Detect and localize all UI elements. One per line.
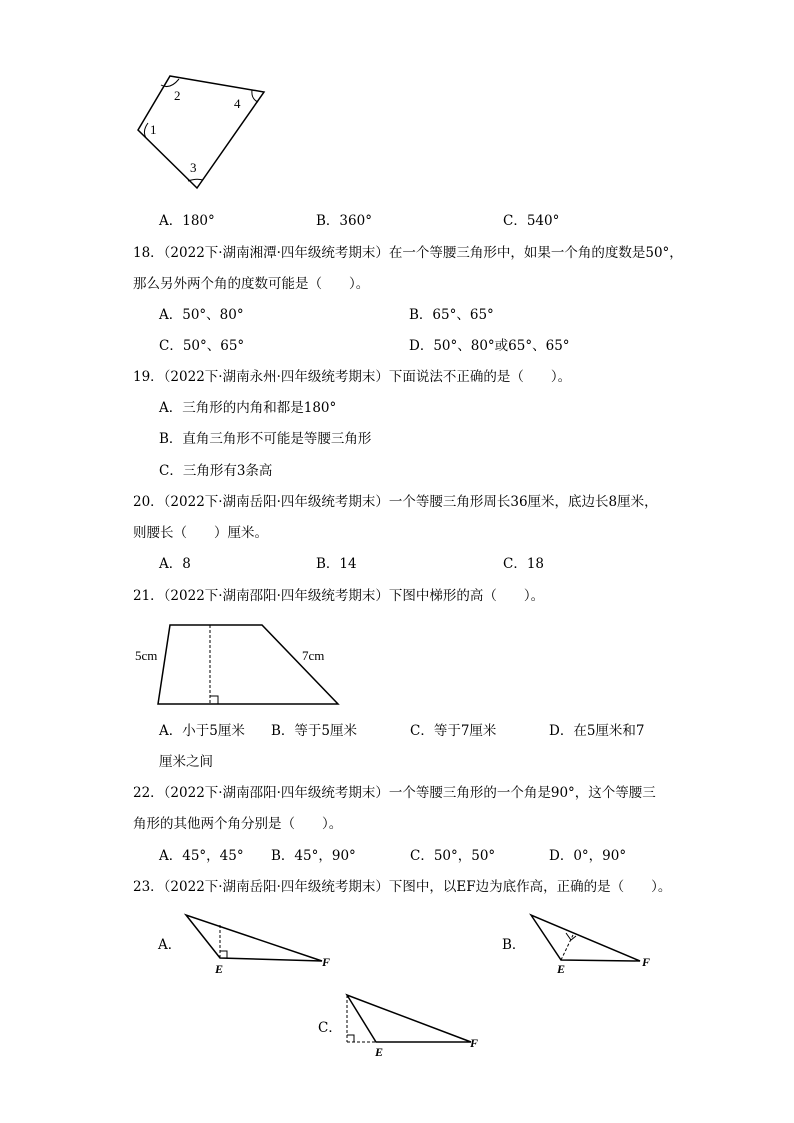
q23-triangle-c <box>340 990 490 1060</box>
angle-4-label: 4 <box>234 96 241 111</box>
q23-option-b-label: B． <box>502 937 526 953</box>
q17-option-c: C．540° <box>503 213 560 229</box>
q22-option-a: A．45°，45° <box>159 848 244 864</box>
q22-option-b: B．45°，90° <box>271 848 356 864</box>
q19-option-b: B．直角三角形不可能是等腰三角形 <box>159 431 372 447</box>
q23-a-point-f: F <box>322 955 331 969</box>
q23-b-point-e: E <box>557 962 566 976</box>
q22-option-d: D．0°，90° <box>549 848 627 864</box>
angle-2-label: 2 <box>174 88 181 103</box>
trapezoid-right-side-label: 7cm <box>302 648 325 663</box>
q23-triangle-b <box>525 910 660 980</box>
q23-triangle-a <box>180 910 340 980</box>
q20-option-a: A．8 <box>159 556 191 572</box>
q21-option-d-continued: 厘米之间 <box>159 754 213 770</box>
trapezoid-left-side-label: 5cm <box>135 648 158 663</box>
q23-b-point-f: F <box>642 955 651 969</box>
q20-stem-line2: 则腰长（ ）厘米。 <box>133 525 268 541</box>
quadrilateral-figure <box>130 68 280 193</box>
q19-stem-line1: 19．（2022下·湖南永州·四年级统考期末）下面说法不正确的是（ ）。 <box>133 369 572 385</box>
q18-option-c: C．50°、65° <box>159 338 245 354</box>
q17-option-a: A．180° <box>159 213 215 229</box>
q20-stem-line1: 20．（2022下·湖南岳阳·四年级统考期末）一个等腰三角形周长36厘米，底边长8厘米， <box>133 494 658 510</box>
trapezoid-figure <box>130 620 345 710</box>
q21-option-d: D．在5厘米和7 <box>549 723 645 739</box>
q19-option-a: A．三角形的内角和都是180° <box>159 400 337 416</box>
q23-stem-line1: 23．（2022下·湖南岳阳·四年级统考期末）下图中，以EF边为底作高，正确的是（ ）。 <box>133 879 672 895</box>
q18-stem-line2: 那么另外两个角的度数可能是（ ）。 <box>133 276 370 292</box>
q20-option-b: B．14 <box>316 556 357 572</box>
q23-a-point-e: E <box>215 962 224 976</box>
q22-stem-line2: 角形的其他两个角分别是（ ）。 <box>133 816 343 832</box>
q23-option-a-label: A． <box>158 937 182 953</box>
angle-3-label: 3 <box>190 160 197 175</box>
q23-c-point-e: E <box>375 1045 384 1059</box>
angle-1-label: 1 <box>150 122 157 137</box>
q18-option-d: D．50°、80°或65°、65° <box>409 338 570 354</box>
q21-option-b: B．等于5厘米 <box>271 723 358 739</box>
q18-option-b: B．65°、65° <box>409 307 494 323</box>
q21-option-a: A．小于5厘米 <box>159 723 245 739</box>
q21-option-c: C．等于7厘米 <box>410 723 497 739</box>
q17-option-b: B．360° <box>316 213 372 229</box>
q21-stem-line1: 21．（2022下·湖南邵阳·四年级统考期末）下图中梯形的高（ ）。 <box>133 588 545 604</box>
q23-c-point-f: F <box>470 1036 479 1050</box>
q18-stem-line1: 18．（2022下·湖南湘潭·四年级统考期末）在一个等腰三角形中，如果一个角的度数是50°， <box>133 245 683 261</box>
q22-option-c: C．50°，50° <box>410 848 496 864</box>
q22-stem-line1: 22．（2022下·湖南邵阳·四年级统考期末）一个等腰三角形的一个角是90°，这个等腰三 <box>133 785 656 801</box>
q19-option-c: C．三角形有3条高 <box>159 463 273 479</box>
q20-option-c: C．18 <box>503 556 545 572</box>
q18-option-a: A．50°、80° <box>159 307 244 323</box>
q23-option-c-label: C． <box>318 1020 342 1036</box>
